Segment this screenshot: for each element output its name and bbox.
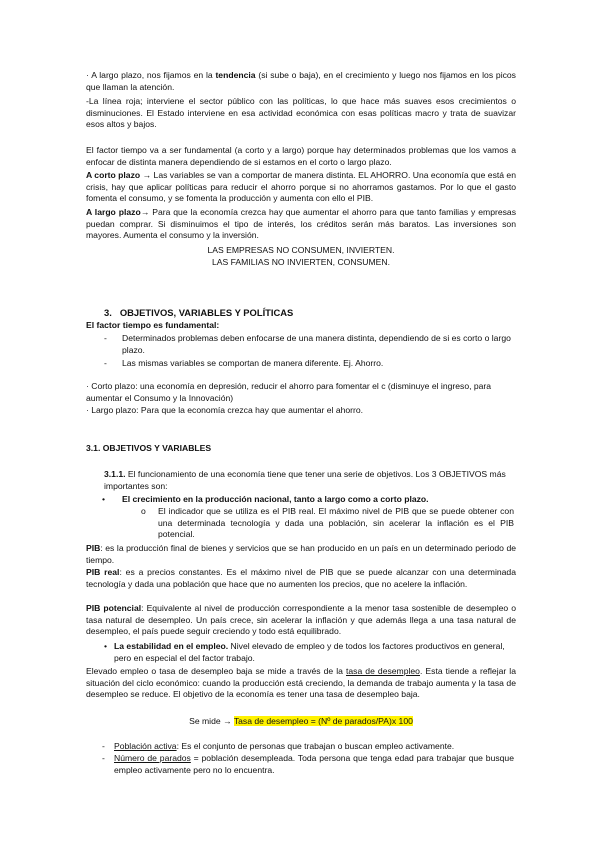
- dash-item: Las mismas variables se comportan de manera diferente. Ej. Ahorro.: [122, 358, 384, 368]
- caps-line-empresas: LAS EMPRESAS NO CONSUMEN, INVIERTEN.: [207, 245, 395, 255]
- dash-marker: -: [104, 358, 107, 368]
- caps-line-familias: LAS FAMILIAS NO INVIERTEN, CONSUMEN.: [212, 257, 390, 267]
- section-heading-3: [104, 307, 504, 319]
- text: . Esta tiende a reflejar la situación del ciclo económico: cuando la producción está creciendo, la demanda de trabajo aumenta y la tasa de desempleo se reduce. El objetivo de la economía es tener una tasa de desempleo baja.: [86, 666, 516, 700]
- paragraph-tasa-desempleo: [86, 666, 516, 701]
- text: : Es el conjunto de personas que trabajan o buscan empleo activamente.: [176, 741, 455, 751]
- bold-term: A corto plazo →: [86, 170, 152, 180]
- bullet-marker: •: [104, 641, 108, 651]
- bullet-marker: •: [102, 494, 106, 504]
- section-number: 3.: [104, 307, 112, 318]
- dash-item: Determinados problemas deben enfocarse de una manera distinta, dependiendo de si es corto o largo plazo.: [122, 333, 511, 355]
- bold-term: A largo plazo→: [86, 207, 150, 217]
- paragraph-linea-roja: -La línea roja; interviene el sector público con las políticas, lo que hace más suaves esos crecimientos o disminuciones. El Estado interviene en esa actividad económica con esas políticas macro y trata de suavizar esos altos y bajos.: [86, 96, 516, 130]
- formula-line: [86, 716, 516, 728]
- subsection-heading-3-1: 3.1. OBJETIVOS Y VARIABLES: [86, 443, 212, 453]
- paragraph-factor-tiempo: El factor tiempo va a ser fundamental (a corto y a largo) porque hay determinados problemas que los vamos a enfocar de distinta manera dependiendo de si estamos en el corto o largo plazo.: [86, 145, 516, 167]
- paragraph-corto-plazo-depresion: · Corto plazo: una economía en depresión, reducir el ahorro para fomentar el c (disminuye el ingreso, para aumentar el Consumo y la Innovación): [86, 381, 492, 403]
- text: Para que la economía crezca hay que aumentar el ahorro para que tanto familias y empresas puedan comprar. Si disminuimos el tipo de interés, los créditos serán más baratos. Las inversiones son mayores. Aumenta el consumo y la inversión.: [86, 207, 517, 241]
- text: : es la producción final de bienes y servicios que se han producido en un país en un determinado periodo de tiempo.: [86, 543, 516, 565]
- text: Las variables se van a comportar de manera distinta. EL AHORRO. Una economía que está en crisis, hay que aplicar políticas para reducir el ahorro porque si no ahorramos gastamos. Por lo que el gasto fomenta el consumo, y se fomenta la producción y aumenta con ello el PIB.: [86, 170, 516, 204]
- formula-prefix: Se mide →: [189, 716, 234, 726]
- bullet-item-crecimiento: El crecimiento en la producción nacional, tanto a largo como a corto plazo.: [122, 494, 429, 504]
- sub-bullet-indicador: El indicador que se utiliza es el PIB real. El máximo nivel de PIB que se puede obtener con una determinada tecnología y dada una población, sin acelerar la inflación es el PIB potencial.: [158, 506, 514, 540]
- paragraph-largo-plazo: [86, 207, 516, 242]
- bullet-item-estabilidad: [114, 641, 506, 664]
- sub-bullet-marker: o: [141, 506, 146, 516]
- text: Elevado empleo o tasa de desempleo baja se mide a través de la: [86, 666, 346, 676]
- paragraph-largo-plazo-tendencia: [86, 70, 516, 93]
- bold-term: La estabilidad en el empleo.: [114, 641, 229, 651]
- text: · A largo plazo, nos fijamos en la: [86, 70, 216, 80]
- underlined-term: Número de parados: [114, 753, 191, 763]
- highlighted-formula: Tasa de desempleo = (Nº de parados/PA)x 100: [233, 716, 413, 726]
- text: : es a precios constantes. Es el máximo nivel de PIB que se puede alcanzar con una determinada tecnología y dada una población que hace que no aumenten los precios, que no acelere la inflación.: [86, 567, 516, 589]
- paragraph-3-1-1: [104, 469, 514, 492]
- text: El funcionamiento de una economía tiene que tener una serie de objetivos. Los 3 OBJETIVOS más importantes son:: [104, 469, 506, 491]
- paragraph-largo-plazo-ahorro: · Largo plazo: Para que la economía crezca hay que aumentar el ahorro.: [86, 405, 364, 415]
- text: : Equivalente al nivel de producción correspondiente a la menor tasa sostenible de desempleo o tasa natural de desempleo. Un país crece, sin acelerar la inflación y que además llega a una tasa natural de desempleo, el país puede seguir creciendo y todo está equilibrado.: [86, 603, 517, 637]
- dash-marker: -: [104, 333, 107, 343]
- definition-pib-real: [86, 567, 516, 590]
- underlined-term: tasa de desempleo: [346, 666, 420, 676]
- text: = población desempleada. Toda persona que tenga edad para trabajar que busque empleo activamente pero no lo encuentra.: [114, 753, 514, 775]
- text: (si sube o baja), en el crecimiento y luego nos fijamos en los picos que llaman la atención.: [86, 70, 516, 92]
- bold-term: tendencia: [215, 70, 256, 80]
- definition-poblacion-activa: [114, 741, 514, 753]
- term: PIB potencial: [86, 603, 142, 613]
- dash-marker: -: [102, 753, 105, 763]
- dash-marker: -: [102, 741, 105, 751]
- paragraph-corto-plazo: [86, 170, 516, 205]
- subsection-number: 3.1.1.: [104, 469, 126, 479]
- factor-tiempo-title: El factor tiempo es fundamental:: [86, 320, 220, 330]
- underlined-term: Población activa: [114, 741, 177, 751]
- definition-pib: [86, 543, 516, 566]
- definition-numero-parados: [114, 753, 514, 776]
- text: Nivel elevado de empleo y de todos los factores productivos en general, pero en especial el del factor trabajo.: [114, 641, 505, 663]
- term: PIB real: [86, 567, 120, 577]
- term: PIB: [86, 543, 101, 553]
- section-title: OBJETIVOS, VARIABLES Y POLÍTICAS: [119, 307, 294, 318]
- definition-pib-potencial: [86, 603, 516, 638]
